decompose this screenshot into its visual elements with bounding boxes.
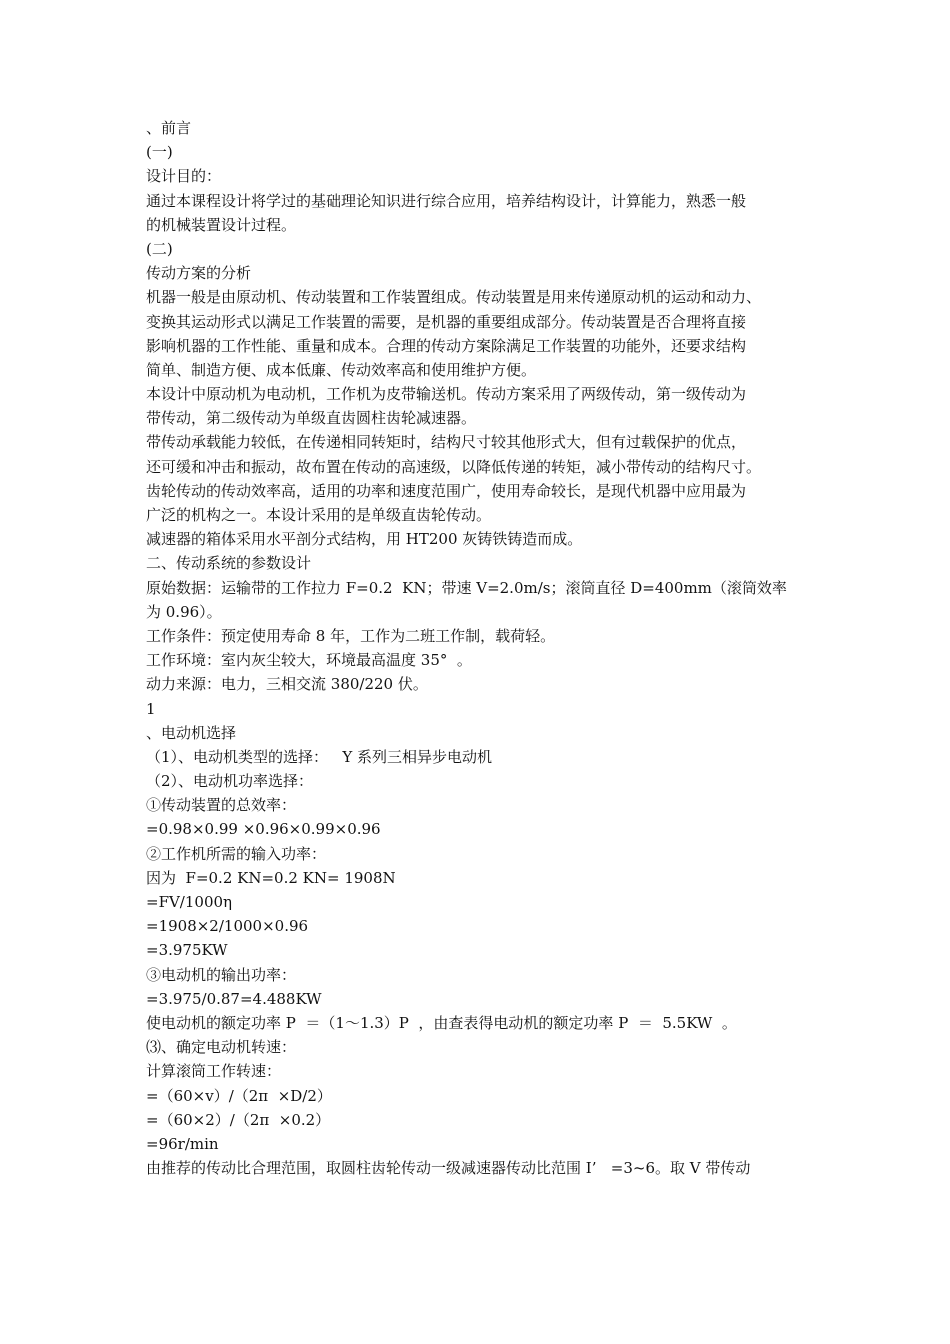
text-line: 动力来源：电力，三相交流 380/220 伏。 bbox=[146, 675, 428, 694]
text-line: =3.975/0.87=4.488KW bbox=[146, 989, 322, 1008]
text-line: 本设计中原动机为电动机，工作机为皮带输送机。传动方案采用了两级传动，第一级传动为 bbox=[146, 385, 747, 404]
text-line: ①传动装置的总效率： bbox=[146, 796, 297, 815]
text-line: （1）、电动机类型的选择： Y 系列三相异步电动机 bbox=[146, 747, 493, 766]
text-line: (二) bbox=[146, 239, 173, 258]
text-line: 还可缓和冲击和振动，故布置在传动的高速级，以降低传递的转矩，减小带传动的结构尺寸。 bbox=[146, 457, 762, 476]
text-line: 二、传动系统的参数设计 bbox=[146, 554, 312, 573]
text-line: 传动方案的分析 bbox=[146, 264, 252, 283]
text-line: 、前言 bbox=[146, 119, 192, 137]
text-line: 、电动机选择 bbox=[146, 723, 237, 742]
text-line: （2）、电动机功率选择： bbox=[146, 772, 314, 791]
text-line: 机器一般是由原动机、传动装置和工作装置组成。传动装置是用来传递原动机的运动和动力、 bbox=[146, 288, 762, 307]
text-line: 通过本课程设计将学过的基础理论知识进行综合应用，培养结构设计，计算能力，熟悉一般 bbox=[146, 191, 747, 210]
text-line: 因为 F=0.2 KN=0.2 KN= 1908N bbox=[146, 868, 396, 887]
text-line: 齿轮传动的传动效率高，适用的功率和速度范围广，使用寿命较长，是现代机器中应用最为 bbox=[146, 481, 747, 500]
text-line: ⑶、确定电动机转速： bbox=[146, 1038, 297, 1057]
text-line: =（60×2）/（2π ×0.2） bbox=[146, 1110, 331, 1129]
text-line: 简单、制造方便、成本低廉、传动效率高和使用维护方便。 bbox=[146, 360, 537, 379]
text-line: =（60×v）/（2π ×D/2） bbox=[146, 1086, 332, 1105]
text-line: =3.975KW bbox=[146, 941, 228, 960]
text-line: 的机械装置设计过程。 bbox=[146, 215, 297, 234]
text-line: =1908×2/1000×0.96 bbox=[146, 917, 309, 936]
text-line: =0.98×0.99 ×0.96×0.99×0.96 bbox=[146, 820, 381, 839]
text-line: 1 bbox=[146, 699, 156, 718]
text-line: =96r/min bbox=[146, 1134, 219, 1153]
text-line: 带传动承载能力较低，在传递相同转矩时，结构尺寸较其他形式大，但有过载保护的优点， bbox=[146, 433, 747, 452]
text-line: 工作条件：预定使用寿命 8 年，工作为二班工作制，载荷轻。 bbox=[146, 626, 556, 645]
text-line: 广泛的机构之一。本设计采用的是单级直齿轮传动。 bbox=[146, 506, 492, 524]
text-line: 减速器的箱体采用水平剖分式结构，用 HT200 灰铸铁铸造而成。 bbox=[146, 530, 583, 549]
text-line: 带传动，第二级传动为单级直齿圆柱齿轮减速器。 bbox=[146, 409, 477, 428]
text-line: 影响机器的工作性能、重量和成本。合理的传动方案除满足工作装置的功能外，还要求结构 bbox=[146, 336, 747, 355]
text-line: 计算滚筒工作转速： bbox=[146, 1062, 282, 1081]
text-line: 原始数据：运输带的工作拉力 F=0.2 KN；带速 V=2.0m/s；滚筒直径 D=400mm（滚筒效率 bbox=[146, 578, 787, 597]
document-body bbox=[146, 116, 816, 1180]
text-line: 设计目的： bbox=[146, 167, 222, 186]
text-line: 工作环境：室内灰尘较大，环境最高温度 35° 。 bbox=[146, 651, 472, 670]
text-line: 使电动机的额定功率 P ＝（1～1.3）P ，由查表得电动机的额定功率 P ＝ 5.5KW 。 bbox=[146, 1013, 737, 1032]
text-line: (一) bbox=[146, 143, 173, 162]
text-line: 由推荐的传动比合理范围，取圆柱齿轮传动一级减速器传动比范围 I’ =3~6。取 V 带传动 bbox=[146, 1159, 751, 1178]
text-line: ③电动机的输出功率： bbox=[146, 965, 297, 984]
text-line: ②工作机所需的输入功率： bbox=[146, 844, 327, 863]
text-line: =FV/1000η bbox=[146, 893, 233, 911]
text-line: 为 0.96）。 bbox=[146, 602, 222, 621]
text-line: 变换其运动形式以满足工作装置的需要，是机器的重要组成部分。传动装置是否合理将直接 bbox=[146, 312, 747, 331]
